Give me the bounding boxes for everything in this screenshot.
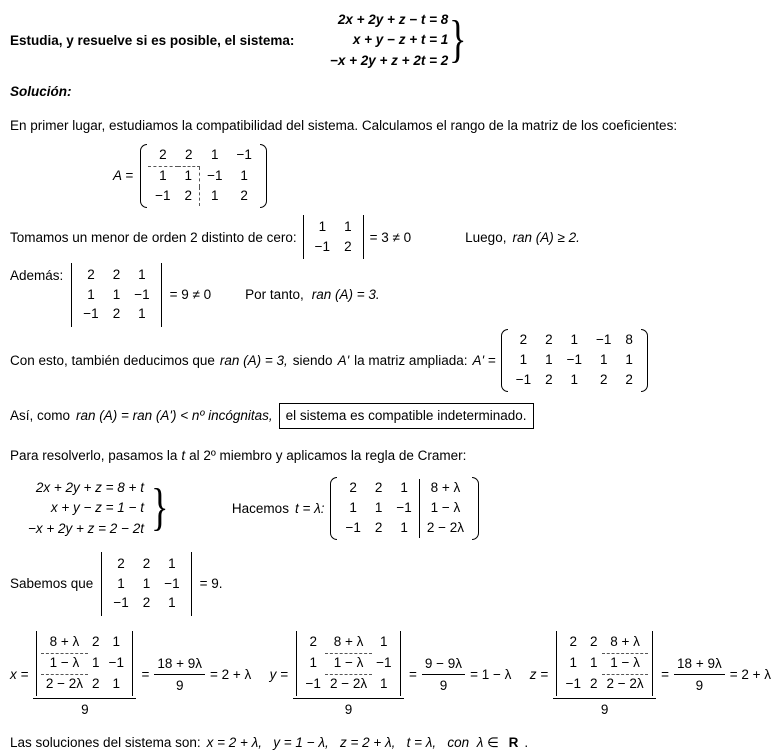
cramer-intro-text-2: al 2º miembro y aplicamos la regla de Cramer: [189, 448, 467, 464]
matrix-cell: −1 [164, 575, 180, 591]
matrix-cell: 1 − λ [325, 654, 371, 675]
matrix-cell: 1 − λ [41, 654, 87, 675]
solution-z-denominator: 9 [553, 698, 656, 719]
minor-result: = 3 ≠ 0 [369, 229, 412, 245]
matrix-cell: 1 [168, 595, 176, 611]
minor-then-text: Luego, [465, 229, 507, 245]
cramer-intro-var: t [181, 448, 186, 464]
matrix-cell: 2 [374, 480, 383, 496]
matrix-grid [337, 477, 471, 541]
matrix-grid [40, 631, 129, 697]
matrix-cell: 1 [389, 518, 419, 538]
matrix-cell: 1 [349, 499, 357, 515]
matrix-cell: 1 − λ [430, 499, 461, 515]
solution-x-value-fraction [154, 655, 205, 695]
matrix-grid [75, 263, 157, 327]
matrix-cell: 8 + λ [325, 633, 371, 654]
order3-lead-text: Además: [10, 268, 64, 284]
conclusion-boxed-statement: el sistema es compatible indeterminado. [279, 403, 534, 429]
matrix-A-prime-grid [508, 329, 641, 393]
solutions-row [10, 631, 771, 719]
sabemos-row [10, 552, 771, 616]
problem-system-equations [330, 10, 448, 71]
ampliada-text-2: siendo [292, 352, 333, 368]
matrix-cell: 2 [87, 266, 95, 282]
matrix-cell: 1 [318, 218, 327, 234]
matrix-A-prime-label: A' = [472, 352, 496, 368]
solution-z-value-fraction [674, 655, 725, 695]
solution-z-det-fraction [553, 631, 656, 719]
cramer-intro-text-1: Para resolverlo, pasamos la [10, 448, 178, 464]
equation-line: 2x + 2y + z = 8 + t [35, 480, 144, 495]
matrix-cell: 1 [159, 168, 167, 184]
matrix-cell: 2 [148, 146, 177, 167]
order3-result: = 9 ≠ 0 [169, 287, 212, 303]
cramer-row [28, 477, 771, 541]
solution-y-denominator: 9 [293, 698, 404, 719]
matrix-cell: 2 [569, 634, 578, 650]
solution-heading: Solución: [10, 83, 72, 99]
matrix-grid [300, 631, 397, 697]
matrix-cell: −1 [376, 655, 392, 671]
matrix-cell: 2 − 2λ [45, 676, 84, 692]
matrix-cell: 1 [374, 499, 383, 515]
matrix-grid [105, 552, 187, 616]
right-brace-icon: } [150, 478, 169, 536]
final-lead-text: Las soluciones del sistema son: [10, 734, 201, 750]
minor-lead-text: Tomamos un menor de orden 2 distinto de cero: [10, 229, 297, 245]
solution-y [270, 631, 512, 719]
matrix-cell: 1 [380, 676, 388, 692]
left-paren-icon [330, 477, 337, 541]
matrix-cell: 1 [309, 655, 317, 671]
matrix-cell: 1 [112, 286, 121, 302]
matrix-cell: 1 [92, 655, 100, 671]
solution-y-det-fraction [293, 631, 404, 719]
ampliada-math-2: A' [337, 352, 350, 368]
ampliada-row [10, 329, 771, 393]
matrix-cell: 1 [599, 352, 608, 368]
matrix-cell: −1 [314, 238, 331, 254]
matrix-cell: 1 [625, 352, 633, 368]
solution-x-det-fraction [33, 631, 136, 719]
matrix-cell: 2 − 2λ [606, 676, 644, 692]
minor-row [10, 215, 771, 259]
conclusion-row [10, 403, 771, 429]
matrix-cell: 2 [142, 555, 151, 571]
matrix-cell: −1 [389, 498, 419, 518]
matrix-cell: 1 [138, 266, 146, 282]
minor-determinant [303, 215, 364, 259]
worksheet [10, 10, 771, 752]
hacemos-text: Hacemos [231, 500, 289, 516]
solution-x-determinant [36, 631, 133, 697]
solution-y-lhs: y = [269, 667, 289, 683]
solution-y-determinant [296, 631, 401, 697]
matrix-cell: 2 [112, 306, 121, 322]
matrix-cell: 1 [519, 352, 528, 368]
problem-system-block [330, 10, 474, 71]
right-paren-icon [472, 477, 479, 541]
final-answer-row [10, 734, 771, 752]
matrix-cell: −1 [155, 188, 171, 204]
equals-sign: = [661, 667, 670, 683]
solution-z-denominator2: 9 [674, 674, 725, 695]
matrix-cell: 2 − 2λ [329, 676, 368, 692]
matrix-cell: 2 [117, 555, 125, 571]
matrix-cell: −1 [596, 332, 612, 348]
matrix-cell: 2 [112, 266, 121, 282]
matrix-cell: −1 [345, 519, 361, 535]
order3-then-math: ran (A) = 3. [311, 287, 380, 303]
matrix-cell: 1 [168, 555, 176, 571]
matrix-cell: 2 [349, 480, 357, 496]
augmented-lambda-matrix [330, 477, 478, 541]
problem-statement: Estudia, y resuelve si es posible, el sistema: [10, 32, 295, 48]
right-paren-icon [260, 144, 267, 209]
matrix-cell: 1 [344, 218, 352, 234]
solution-z-result: = 2 + λ [729, 667, 771, 683]
matrix-cell: 2 [545, 372, 553, 388]
right-brace-icon: } [449, 10, 467, 68]
right-paren-icon [641, 329, 648, 393]
matrix-A-label: A = [113, 168, 134, 184]
matrix-cell: 8 [625, 332, 633, 348]
matrix-A [140, 144, 267, 209]
sabemos-result: = 9. [199, 576, 223, 592]
hacemos-math: t = λ: [294, 500, 325, 516]
left-paren-icon [501, 329, 508, 393]
matrix-cell: 2 [625, 372, 633, 388]
cramer-system-equations [28, 478, 144, 539]
solution-z-determinant [556, 631, 653, 697]
equation-line: 2x + 2y + z − t = 8 [337, 12, 449, 27]
final-period: . [524, 734, 529, 750]
matrix-cell: 1 [380, 634, 388, 650]
matrix-cell: 1 [570, 372, 579, 388]
matrix-cell: 1 [178, 167, 201, 187]
matrix-cell: 1 [112, 676, 121, 692]
matrix-A-prime [501, 329, 648, 393]
sabemos-determinant [101, 552, 191, 616]
matrix-cell: −1 [207, 168, 223, 184]
solution-x-lhs: x = [10, 667, 29, 683]
conclusion-math: ran (A) = ran (A') < nº incógnitas, [76, 408, 273, 424]
solution-y-denominator2: 9 [422, 674, 465, 695]
solution-x-denominator: 9 [33, 698, 136, 719]
matrix-cell: 8 + λ [602, 633, 648, 654]
matrix-cell: 2 [142, 595, 151, 611]
order3-determinant [71, 263, 161, 327]
matrix-grid [508, 329, 641, 393]
matrix-A-grid [147, 144, 260, 209]
matrix-cell: −1 [515, 372, 532, 388]
matrix-cell: 2 [589, 676, 598, 692]
problem-row [10, 10, 771, 71]
matrix-cell: 2 [92, 676, 100, 692]
matrix-cell: 1 [589, 655, 598, 671]
matrix-cell: −1 [305, 676, 321, 692]
solution-z-lhs: z = [529, 667, 549, 683]
matrix-cell: 2 [178, 187, 201, 207]
matrix-cell: −1 [134, 286, 150, 302]
matrix-cell: 1 [211, 147, 219, 163]
solution-y-value-fraction [422, 655, 465, 695]
matrix-cell: 1 [142, 575, 151, 591]
intro-paragraph: En primer lugar, estudiamos la compatibilidad del sistema. Calculamos el rango de la matriz de los coeficientes: [10, 118, 678, 134]
conclusion-lead-text: Así, como [10, 408, 71, 424]
sabemos-lead-text: Sabemos que [10, 576, 94, 592]
matrix-cell: 1 [87, 286, 95, 302]
equals-sign: = [409, 667, 417, 683]
matrix-A-row [113, 144, 771, 209]
equation-line: x + y − z + t = 1 [352, 32, 449, 48]
equation-line: x + y − z = 1 − t [50, 500, 144, 516]
matrix-cell: 1 [117, 575, 125, 591]
matrix-cell: 2 [178, 146, 201, 167]
real-numbers-symbol: R [508, 734, 519, 750]
matrix-cell: 1 [569, 655, 578, 671]
matrix-cell: 2 [92, 634, 100, 650]
ampliada-text-3: la matriz ampliada: [354, 352, 468, 368]
matrix-cell: 2 − 2λ [426, 519, 464, 535]
matrix-cell: 1 − λ [602, 654, 648, 675]
order3-then-text: Por tanto, [245, 287, 304, 303]
equation-line: −x + 2y + z = 2 − 2t [28, 520, 144, 536]
matrix-cell: −1 [113, 595, 129, 611]
solution-x [10, 631, 251, 719]
matrix-cell: 1 [570, 332, 579, 348]
matrix-cell: 1 [112, 634, 121, 650]
solution-x-numerator: 18 + 9λ [157, 655, 203, 671]
matrix-cell: 1 [389, 479, 419, 499]
matrix-cell: 1 [545, 352, 553, 368]
matrix-cell: 1 [138, 306, 146, 322]
matrix-cell: 2 [344, 238, 352, 254]
solution-z [530, 631, 771, 719]
augmented-lambda-grid [337, 477, 471, 541]
matrix-cell: −1 [108, 655, 124, 671]
order3-row [10, 263, 771, 327]
equation-line: −x + 2y + z + 2t = 2 [330, 52, 449, 68]
equals-sign: = [141, 667, 150, 683]
solution-x-denominator2: 9 [154, 674, 205, 695]
matrix-cell: 2 [519, 332, 528, 348]
cramer-intro-row [10, 447, 771, 465]
ampliada-math-1: ran (A) = 3, [219, 352, 288, 368]
left-paren-icon [140, 144, 147, 209]
matrix-cell: 1 [240, 168, 248, 184]
matrix-cell: 2 [589, 634, 598, 650]
matrix-cell: −1 [565, 676, 581, 692]
matrix-grid [147, 144, 260, 209]
ampliada-text-1: Con esto, también deducimos que [10, 352, 215, 368]
matrix-cell: 8 + λ [41, 633, 87, 654]
matrix-cell: −1 [566, 352, 583, 368]
matrix-cell: 8 + λ [430, 480, 461, 496]
matrix-cell: 2 [309, 634, 317, 650]
matrix-cell: 2 [374, 519, 383, 535]
solution-y-numerator: 9 − 9λ [424, 655, 463, 671]
final-solution-values: x = 2 + λ, y = 1 − λ, z = 2 + λ, t = λ, con λ ∈ [206, 734, 503, 750]
solution-x-result: = 2 + λ [210, 667, 252, 683]
solution-z-numerator: 18 + 9λ [677, 655, 722, 671]
matrix-grid [560, 631, 649, 697]
solution-y-result: = 1 − λ [470, 667, 512, 683]
matrix-cell: 2 [599, 372, 608, 388]
minor-then-math: ran (A) ≥ 2. [512, 229, 580, 245]
matrix-cell: −1 [83, 306, 99, 322]
matrix-cell: 1 [211, 188, 219, 204]
matrix-cell: 2 [240, 188, 248, 204]
matrix-cell: 2 [545, 332, 553, 348]
matrix-grid [307, 215, 360, 259]
matrix-cell: −1 [236, 147, 252, 163]
